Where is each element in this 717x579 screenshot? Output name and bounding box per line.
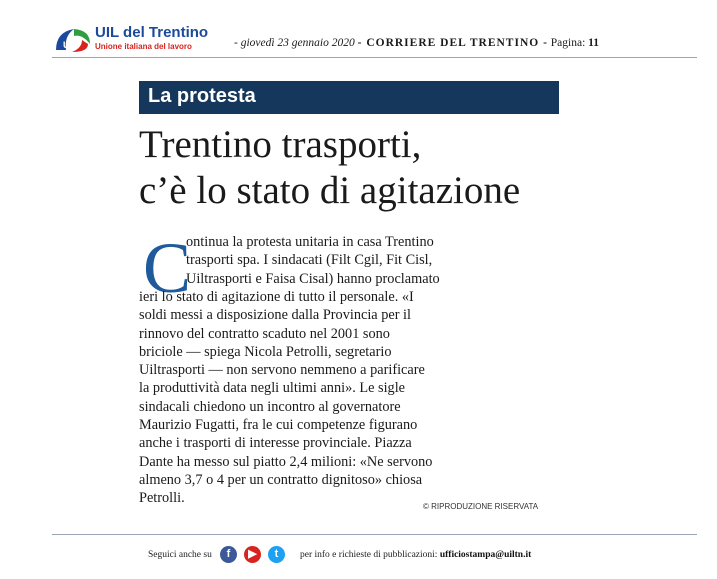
publication-line bbox=[234, 37, 599, 49]
article-line: ontinua la protesta unitaria in casa Trentino bbox=[186, 234, 434, 250]
brand-tagline: Unione italiana del lavoro bbox=[95, 42, 192, 51]
article-line: la produttività data negli ultimi anni». Le sigle bbox=[139, 380, 406, 397]
article-line: ieri lo stato di agitazione di tutto il personale. «I bbox=[139, 288, 414, 305]
article-line: anche i trasporti di interesse provinciale. Piazza bbox=[139, 435, 412, 452]
contact-label: per info e richieste di pubblicazioni: bbox=[300, 550, 438, 560]
footer-divider bbox=[52, 534, 697, 535]
youtube-icon[interactable]: ▶ bbox=[244, 546, 261, 563]
article-line: sindacali chiedono un incontro al governatore bbox=[139, 398, 401, 415]
brand-name: UIL del Trentino bbox=[95, 24, 209, 41]
follow-label: Seguici anche su bbox=[148, 550, 212, 560]
twitter-icon[interactable]: t bbox=[268, 546, 285, 563]
headline-line: Trentino trasporti, bbox=[139, 123, 422, 166]
logo-text: UIL bbox=[63, 40, 78, 50]
article-line: briciole — spiega Nicola Petrolli, segretario bbox=[139, 343, 392, 360]
drop-cap: C bbox=[143, 228, 192, 308]
kicker-banner bbox=[139, 81, 559, 114]
article-line: Maurizio Fugatti, fra le cui competenze figurano bbox=[139, 417, 418, 433]
article-line: rinnovo del contratto scaduto nel 2001 sono bbox=[139, 325, 390, 342]
uil-logo bbox=[52, 24, 92, 54]
article-line: Uiltrasporti e Faisa Cisal) hanno proclamato bbox=[186, 270, 440, 287]
headline-line: c’è lo stato di agitazione bbox=[139, 169, 521, 212]
page-number: 11 bbox=[588, 37, 600, 49]
publication-date: - giovedì 23 gennaio 2020 bbox=[234, 37, 355, 49]
article-line: Dante ha messo sul piatto 2,4 milioni: «Ne servono bbox=[139, 453, 433, 470]
contact-email[interactable]: ufficiostampa@uiltn.it bbox=[439, 550, 532, 560]
kicker-label: La protesta bbox=[148, 85, 256, 107]
copyright-notice: © RIPRODUZIONE RISERVATA bbox=[423, 502, 539, 511]
newspaper-name: - CORRIERE DEL TRENTINO - bbox=[357, 37, 548, 49]
header-divider bbox=[52, 57, 697, 58]
article-line: Uiltrasporti — non servono nemmeno a parificare bbox=[139, 362, 425, 379]
article-line: almeno 3,7 o 4 per un contratto dignitoso» chiosa bbox=[139, 471, 423, 488]
page-label: Pagina: bbox=[550, 37, 586, 49]
article-line: trasporti spa. I sindacati (Filt Cgil, Fit Cisl, bbox=[186, 252, 433, 269]
article-line: soldi messi a disposizione dalla Provincia per il bbox=[139, 307, 411, 324]
headline bbox=[139, 122, 659, 214]
facebook-icon[interactable]: f bbox=[220, 546, 237, 563]
article-line: Petrolli. bbox=[139, 490, 185, 507]
contact-info bbox=[300, 550, 531, 560]
